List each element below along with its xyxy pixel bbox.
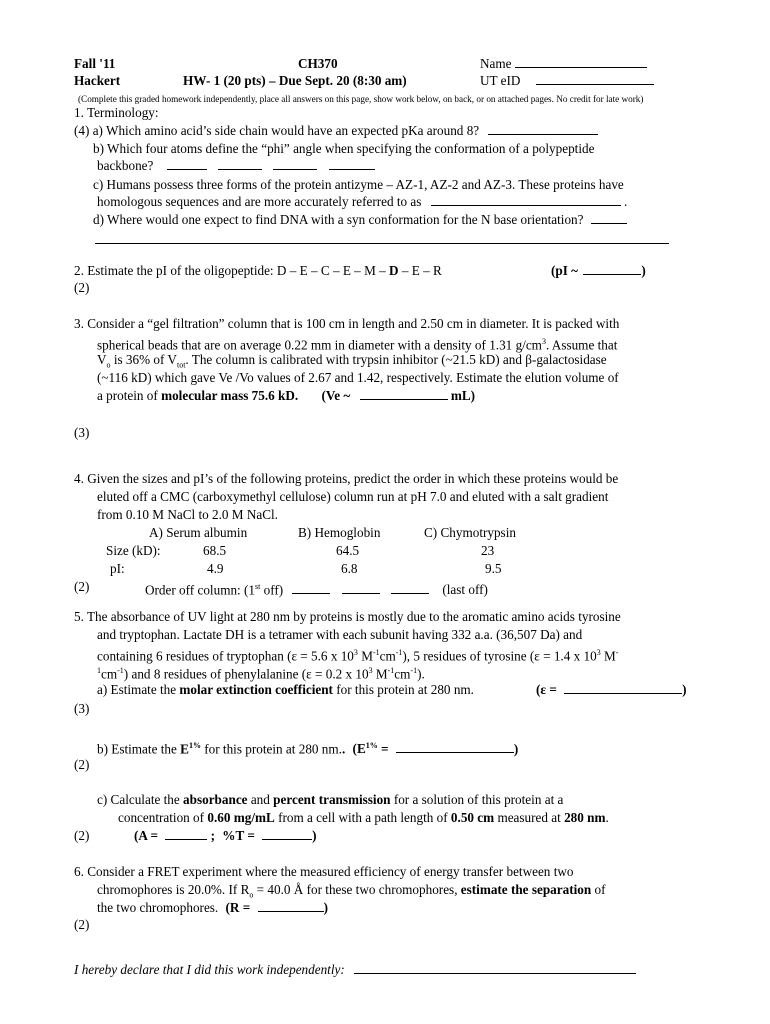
q1c-line2 — [97, 194, 627, 210]
eid-field[interactable] — [480, 73, 654, 89]
q5-sup-3: -1 — [395, 648, 403, 657]
q5b-answer-eq: = — [377, 741, 389, 757]
q6-line3-pre: the two chromophores. — [97, 900, 219, 915]
q1b-line1: b) Which four atoms define the “phi” angle when specifying the conformation of a polypeptide — [93, 141, 595, 156]
q5a-pre: a) Estimate the — [97, 682, 177, 697]
q5a-bold: molar extinction coefficient — [179, 682, 333, 697]
q5b-answer-close: ) — [513, 741, 519, 757]
q5b-answer-blank[interactable] — [396, 741, 514, 753]
q3-vtot-sub: tot — [176, 360, 186, 370]
q5-line2: and tryptophan. Lactate DH is a tetramer with each subunit having 332 a.a. (36,507 Da) and — [97, 627, 583, 642]
q3-line3-end: . The column is calibrated with trypsin inhibitor (~21.5 kD) and β-galactosidase — [185, 352, 607, 367]
q2-answer — [551, 263, 646, 279]
q4-order-blank-2[interactable] — [342, 582, 380, 594]
q5c2-pre: concentration of — [118, 810, 205, 825]
q5c2-mid2: measured at — [497, 810, 561, 825]
name-blank[interactable] — [515, 56, 647, 68]
q4-size-b: 64.5 — [336, 543, 360, 558]
q5c-line2 — [118, 810, 609, 826]
q5c-answer-a-label: (A = — [134, 828, 158, 843]
q5-m-1: M — [357, 648, 373, 664]
q1a-points: (4) — [74, 123, 90, 138]
q5c-answer-sep: ; — [210, 828, 215, 843]
q1d-text: d) Where would one expect to find DNA with a syn conformation for the N base orientation? — [93, 212, 584, 227]
q5b-points: (2) — [74, 757, 90, 772]
q1d-blank-1[interactable] — [591, 212, 627, 224]
q6-answer-close: ) — [323, 900, 328, 915]
q5b-pre: b) Estimate the — [97, 741, 177, 757]
q5c-line1 — [97, 792, 563, 808]
q4-size-label: Size (kD): — [106, 543, 161, 558]
q1c-period: . — [624, 194, 628, 209]
q5-tyr: ), 5 residues of tyrosine (ε = 1.4 x 10 — [402, 648, 597, 664]
q5-line1: 5. The absorbance of UV light at 280 nm by proteins is mostly due to the aromatic amino acids tyrosine — [74, 609, 621, 624]
q2-text-pre: 2. Estimate the pI of the oligopeptide: D – E – C – E – M – — [74, 263, 386, 278]
q5c2-conc: 0.60 mg/mL — [207, 810, 275, 825]
name-field[interactable] — [480, 56, 647, 72]
q5-sup-10: -1 — [410, 666, 418, 675]
q6-line3 — [97, 900, 328, 916]
instructor: Hackert — [74, 73, 121, 88]
q1a-blank[interactable] — [488, 123, 598, 135]
q5c2-wavelength: 280 nm — [564, 810, 606, 825]
q5a-answer-label: (ε = — [536, 682, 557, 697]
q4-order — [145, 579, 488, 598]
q6-bold: estimate the separation — [460, 882, 592, 897]
q3-answer-blank[interactable] — [360, 388, 448, 400]
q4-pi-label: pI: — [110, 561, 125, 576]
q5c2-mid: from a cell with a path length of — [278, 810, 448, 825]
q6-line2-mid: = 40.0 Å for these two chromophores, — [253, 882, 458, 897]
q5-cm-2: cm — [101, 666, 118, 682]
q5-m-3: M — [372, 666, 388, 682]
q1d-blank-2[interactable] — [95, 243, 669, 244]
q5c-answer — [134, 828, 317, 844]
q4-order-off: off) — [260, 582, 284, 598]
q5c-bold-2: percent transmission — [273, 792, 391, 807]
q6-answer-label: (R = — [225, 900, 251, 915]
q5-trp: containing 6 residues of tryptophan (ε = 5.6 x 10 — [97, 648, 354, 664]
q1c-text: homologous sequences and are more accurately referred to as — [97, 194, 422, 209]
q1a — [74, 123, 598, 139]
declaration-text: I hereby declare that I did this work independently: — [74, 962, 345, 977]
q5a-answer-blank[interactable] — [564, 682, 682, 694]
q6-points: (2) — [74, 917, 90, 932]
course-code: CH370 — [298, 56, 338, 71]
q2-points: (2) — [74, 280, 90, 295]
q4-pi-a: 4.9 — [207, 561, 224, 576]
q5c-answer-a-blank[interactable] — [165, 828, 207, 840]
q2-answer-blank[interactable] — [583, 263, 641, 275]
q5a-post: for this protein at 280 nm. — [336, 682, 474, 697]
q5-sup-2: -1 — [372, 648, 380, 657]
q3-line2-sup: 3 — [541, 337, 546, 346]
q3-line5-pre: a protein of — [97, 388, 158, 403]
q3-mass: molecular mass 75.6 kD. — [161, 388, 299, 403]
q4-protein-a: A) Serum albumin — [149, 525, 248, 540]
q4-line2: eluted off a CMC (carboxymethyl cellulose) column run at pH 7.0 and eluted with a salt gradient — [97, 489, 609, 504]
q5-phe: ) and 8 residues of phenylalanine (ε = 0.2 x 10 — [123, 666, 369, 682]
signature-blank[interactable] — [354, 962, 636, 974]
q5-line4 — [97, 663, 425, 682]
eid-blank[interactable] — [536, 73, 654, 85]
q5c-answer-close: ) — [312, 828, 317, 843]
instructions: (Complete this graded homework independently, place all answers on this page, show work below, on back, or on attached pages. No credit for late work) — [78, 94, 644, 104]
q5c2-end: . — [605, 810, 609, 825]
q4-line1: 4. Given the sizes and pI’s of the following proteins, predict the order in which these proteins would be — [74, 471, 619, 486]
q4-pi-c: 9.5 — [485, 561, 502, 576]
q4-points: (2) — [74, 579, 90, 594]
q5-sup-9: -1 — [387, 666, 395, 675]
q6-answer-blank[interactable] — [258, 900, 324, 912]
q3-vo: V — [97, 352, 107, 367]
q1a-text: a) Which amino acid’s side chain would have an expected pKa around 8? — [92, 123, 480, 138]
q1d — [93, 212, 627, 228]
q1c-blank[interactable] — [431, 194, 621, 206]
q5c-answer-t-blank[interactable] — [262, 828, 312, 840]
q4-pi-b: 6.8 — [341, 561, 358, 576]
q5-m-2: M — [600, 648, 616, 664]
q6-line2-end: of — [594, 882, 606, 897]
q5a-points: (3) — [74, 701, 90, 716]
name-label: Name — [480, 56, 512, 71]
q5-sup-8: 3 — [368, 666, 373, 675]
q1b-line2 — [97, 158, 375, 174]
q5a-answer-close: ) — [682, 682, 687, 697]
q5-sup-6: 1 — [97, 666, 101, 675]
q5-cm-3: cm — [394, 666, 411, 682]
q2-text-post: – E – R — [401, 263, 442, 278]
q5c-post: for a solution of this protein at a — [393, 792, 564, 807]
q3-line5 — [97, 388, 475, 404]
q3-answer-unit: mL) — [450, 388, 476, 403]
q5a-answer — [536, 682, 687, 698]
q5-sup-5: - — [615, 648, 619, 657]
q6-line1: 6. Consider a FRET experiment where the measured efficiency of energy transfer between two — [74, 864, 574, 879]
q5c-pre: c) Calculate the — [97, 792, 180, 807]
q6-ro-sub: o — [249, 890, 254, 900]
q3-vo-sub: o — [106, 360, 111, 370]
eid-label: UT eID — [480, 73, 521, 88]
q4-order-sup: st — [255, 582, 261, 591]
q3-line2-text: spherical beads that are on average 0.22 mm in diameter with a density of 1.31 g/cm — [97, 337, 542, 353]
q4-order-last: (last off) — [442, 582, 488, 598]
q4-protein-b: B) Hemoglobin — [298, 525, 381, 540]
q1b-blank-1[interactable] — [167, 158, 207, 170]
q5b-post: for this protein at 280 nm. — [200, 741, 342, 757]
q1c-line1: c) Humans possess three forms of the protein antizyme – AZ-1, AZ-2 and AZ-3. These proteins have — [93, 177, 624, 192]
q5-line4-end: ). — [417, 666, 425, 682]
q5-sup-1: 3 — [353, 648, 358, 657]
q5c2-path: 0.50 cm — [450, 810, 495, 825]
q3-answer-label: (Ve ~ — [321, 388, 351, 403]
q1b-text: backbone? — [97, 158, 154, 173]
q5b: b) Estimate the $E^{1\%}$ for this protein at 280 nm.. ($E^{1\%}$ = ) — [97, 741, 519, 757]
q5-sup-7: -1 — [117, 666, 124, 675]
q5c-points: (2) — [74, 828, 90, 843]
q5b-sup: 1% — [188, 741, 201, 750]
q6-line2-pre: chromophores is 20.0%. If R — [97, 882, 250, 897]
q5c-answer-t-label: %T = — [222, 828, 255, 843]
q5-line3 — [97, 645, 618, 664]
term: Fall '11 — [74, 56, 116, 71]
q5b-answer-label: (E — [352, 741, 366, 757]
q5b-bold: E — [180, 741, 189, 757]
hw-title: HW- 1 (20 pts) – Due Sept. 20 (8:30 am) — [183, 73, 407, 88]
q4-size-a: 68.5 — [203, 543, 227, 558]
q3-points: (3) — [74, 425, 90, 440]
q4-order-blank-1[interactable] — [292, 582, 330, 594]
q5-sup-4: 3 — [596, 648, 601, 657]
q2-answer-label: (pI ~ — [551, 263, 579, 278]
q5a — [97, 682, 474, 698]
q1b-blank-4[interactable] — [329, 158, 375, 170]
q3-line2 — [97, 334, 617, 353]
q4-line3: from 0.10 M NaCl to 2.0 M NaCl. — [97, 507, 278, 522]
q5b-answer-sup: 1% — [365, 741, 378, 750]
q2-bold-residue: D — [389, 263, 399, 278]
declaration — [74, 962, 636, 978]
q3-line2-end: . Assume that — [545, 337, 618, 353]
q3-line1: 3. Consider a “gel filtration” column that is 100 cm in length and 2.50 cm in diameter. It is packed with — [74, 316, 620, 331]
q5c-and: and — [250, 792, 270, 807]
q2-answer-close: ) — [641, 263, 646, 278]
q5-cm-1: cm — [379, 648, 396, 664]
q4-order-label: Order off column: (1 — [145, 582, 255, 598]
q1b-blank-2[interactable] — [218, 158, 262, 170]
q4-order-blank-3[interactable] — [391, 582, 429, 594]
q3-line4: (~116 kD) which gave Ve /Vo values of 2.67 and 1.42, respectively. Estimate the elution volume of — [97, 370, 619, 385]
q4-protein-c: C) Chymotrypsin — [424, 525, 516, 540]
q1b-blank-3[interactable] — [273, 158, 317, 170]
q2-text — [74, 263, 442, 279]
q5c-bold-1: absorbance — [183, 792, 248, 807]
q3-vtot: is 36% of V — [110, 352, 177, 367]
q4-size-c: 23 — [481, 543, 495, 558]
q1-title: 1. Terminology: — [74, 105, 159, 120]
